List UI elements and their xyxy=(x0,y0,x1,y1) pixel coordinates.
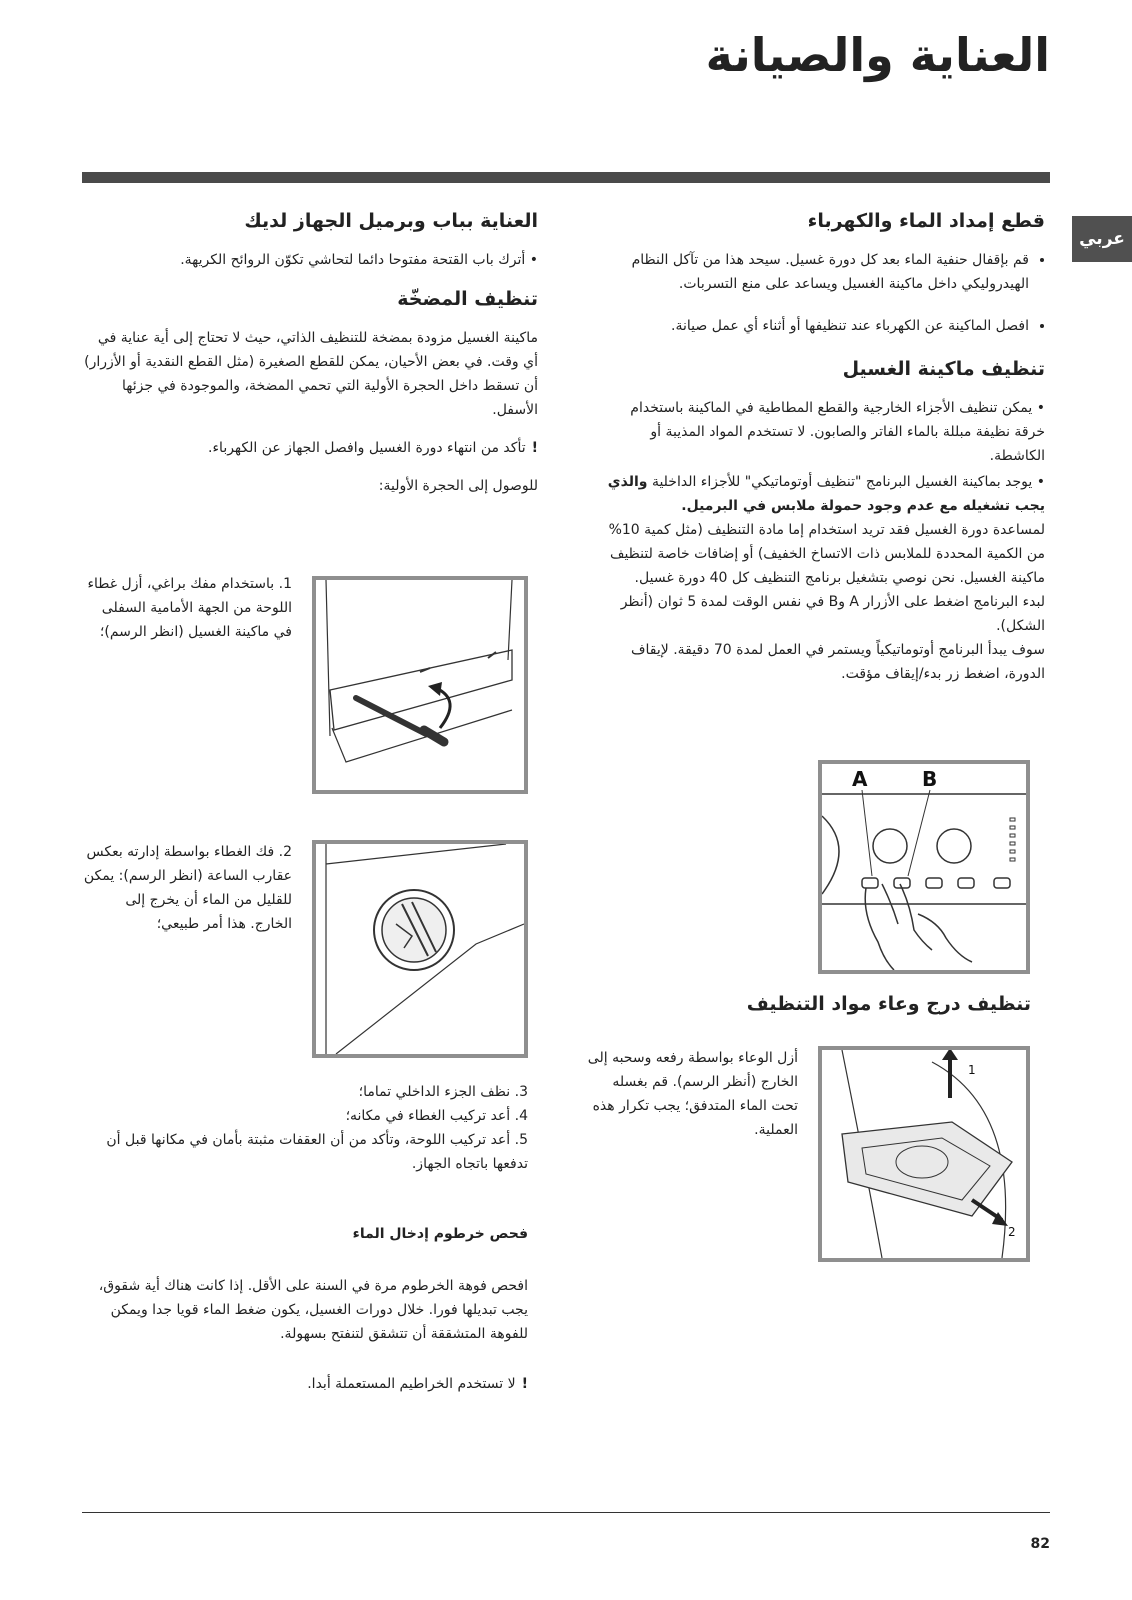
pump-step-1: 1. باستخدام مفك براغي، أزل غطاء اللوحة من الجهة الأمامية السفلى في ماكينة الغسيل (انظر الرسم)؛ xyxy=(87,576,292,640)
machine-cleaning-detergent-text: لمساعدة دورة الغسيل فقد تريد استخدام إما مادة التنظيف (مثل كمية 10% من الكمية المحددة للملابس ذات الاتساخ الخفيف) أو إضافات خاصة لتنظيف ماكينة الغسيل. نحن نوصي بتشغيل برنامج التنظيف كل 40 دورة غسيل. xyxy=(608,522,1045,586)
section-heading-machine-cleaning: تنظيف ماكينة الغسيل xyxy=(842,358,1045,380)
section-heading-drawer: تنظيف درج وعاء مواد التنظيف xyxy=(746,993,1031,1015)
section-heading-door-drum: العناية بباب وبرميل الجهاز لديك xyxy=(244,210,538,232)
pump-access-text: للوصول إلى الحجرة الأولية: xyxy=(378,478,538,494)
footer-rule xyxy=(82,1512,1050,1513)
pump-description: ماكينة الغسيل مزودة بمضخة للتنظيف الذاتي، حيث لا تحتاج إلى أية عناية في أي وقت. في بعض الأحيان، يمكن للقطع الصغيرة (مثل القطع النقدية أو الأزرار) أن تسقط داخل الحجرة الأولية التي تحمي المضخة، والموجودة في جزئها الأسفل. xyxy=(84,330,538,418)
pump-step-5: 5. أعد تركيب اللوحة، وتأكد من أن العقفات مثبتة بأمان في مكانها قبل أن تدفعها باتجاه الجهاز. xyxy=(106,1132,528,1172)
label-b: B xyxy=(922,767,938,791)
left-column xyxy=(82,208,538,512)
pump-warning: !تأكد من انتهاء دورة الغسيل وافصل الجهاز عن الكهرباء. xyxy=(208,440,538,456)
machine-cleaning-bullet-1: • يمكن تنظيف الأجزاء الخارجية والقطع المطاطية في الماكينة باستخدام خرقة نظيفة مبللة بالماء الفاتر والصابون. لا تستخدم المواد المذيبة أو الكاشطة. xyxy=(630,400,1045,464)
drawer-step-2-label: 2 xyxy=(1008,1225,1016,1239)
right-column xyxy=(605,208,1045,700)
hose-description: افحص فوهة الخرطوم مرة في السنة على الأقل. إذا كانت هناك أية شقوق، يجب تبديلها فورا. خلال دورات الغسيل، يكون ضغط الماء قويا جدا ويمكن للفوهة المتشققة أن تتشقق لتنفتح بسهولة. xyxy=(98,1278,528,1342)
hose-warning: !لا تستخدم الخراطيم المستعملة أبدا. xyxy=(307,1376,528,1392)
section-heading-pump: تنظيف المضخّة xyxy=(397,288,538,310)
section-heading-hose: فحص خرطوم إدخال الماء xyxy=(352,1226,528,1242)
machine-cleaning-duration-text: سوف يبدأ البرنامج أوتوماتيكياً ويستمر في العمل لمدة 70 دقيقة. لإيقاف الدورة، اضغط زر بدء/إيقاف مؤقت. xyxy=(631,642,1045,682)
page-number: 82 xyxy=(1030,1536,1050,1552)
panel-removal-figure xyxy=(312,576,528,794)
drawer-cleaning-text: أزل الوعاء بواسطة رفعه وسحبه إلى الخارج (أنظر الرسم). قم بغسله تحت الماء المتدفق؛ يجب تكرار هذه العملية. xyxy=(587,1050,798,1138)
drawer-step-1-label: 1 xyxy=(968,1063,976,1077)
detergent-drawer-figure xyxy=(818,1046,1030,1262)
door-drum-bullet: • أترك باب القتحة مفتوحا دائما لتحاشي تكوّن الروائح الكريهة. xyxy=(180,252,538,268)
page-title: العناية والصيانة xyxy=(705,28,1050,82)
pump-step-2: 2. فك الغطاء بواسطة إدارته بعكس عقارب الساعة (انظر الرسم): يمكن للقليل من الماء أن يخرج إلى الخارج. هذا أمر طبيعي؛ xyxy=(83,844,292,932)
supply-list xyxy=(605,248,1045,338)
list-item: • افصل الماكينة عن الكهرباء عند تنظيفها أو أثناء أي عمل صيانة. xyxy=(605,314,1029,338)
header-rule xyxy=(82,172,1050,183)
control-panel-figure xyxy=(818,760,1030,974)
section-heading-supply: قطع إمداد الماء والكهرباء xyxy=(807,210,1045,232)
pump-step-4: 4. أعد تركيب الغطاء في مكانه؛ xyxy=(345,1108,528,1124)
pump-cover-figure xyxy=(312,840,528,1058)
machine-cleaning-start-text: لبدء البرنامج اضغط على الأزرار A وB في نفس الوقت لمدة 5 ثوان (أنظر الشكل). xyxy=(620,594,1045,634)
language-tab: عربي xyxy=(1072,216,1132,262)
warning-icon: ! xyxy=(531,440,538,456)
warning-icon: ! xyxy=(521,1376,528,1392)
list-item: • قم بإقفال حنفية الماء بعد كل دورة غسيل. سيحد هذا من تآكل النظام الهيدروليكي داخل ماكينة الغسيل ويساعد على منع التسربات. xyxy=(605,248,1029,296)
pump-step-3: 3. نظف الجزء الداخلي تماما؛ xyxy=(358,1084,528,1100)
label-a: A xyxy=(852,767,868,791)
machine-cleaning-bullet-2: • يوجد بماكينة الغسيل البرنامج "تنظيف أوتوماتيكي" للأجزاء الداخلية والذي يجب تشغيله مع عدم وجود حمولة ملابس في البرميل. xyxy=(607,474,1045,514)
